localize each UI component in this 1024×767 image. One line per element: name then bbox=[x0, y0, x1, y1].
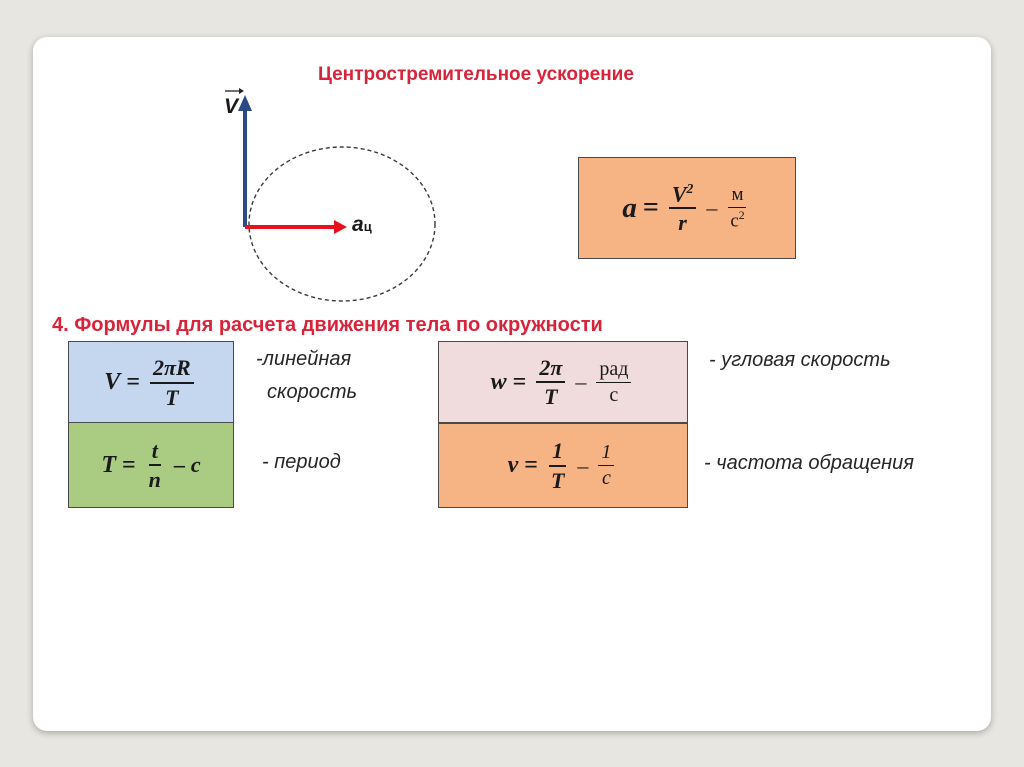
angular-numerator: 2π bbox=[536, 356, 565, 383]
accel-arrowhead bbox=[334, 220, 347, 234]
period-fraction bbox=[146, 439, 164, 491]
circle-path bbox=[249, 147, 435, 301]
period-formula bbox=[69, 423, 233, 507]
frequency-dash: – bbox=[577, 452, 589, 478]
angular-unit-den: с bbox=[609, 383, 619, 406]
accel-label-sub: ц bbox=[363, 219, 372, 234]
angular-unit bbox=[596, 359, 631, 406]
accel-denominator: r bbox=[678, 210, 687, 236]
linear-velocity-desc-1: -линейная bbox=[256, 348, 352, 370]
angular-velocity-formula bbox=[439, 342, 687, 422]
velocity-label bbox=[224, 95, 238, 119]
circular-motion-diagram bbox=[205, 80, 445, 310]
frequency-box bbox=[438, 423, 688, 508]
period-numerator: t bbox=[149, 439, 161, 466]
angular-equals: = bbox=[512, 368, 527, 395]
frequency-denominator: T bbox=[550, 467, 565, 493]
linear-denominator: T bbox=[165, 384, 179, 410]
angular-velocity-desc: - угловая скорость bbox=[709, 349, 891, 371]
frequency-unit-den: с bbox=[601, 467, 611, 489]
linear-velocity-desc-2: скорость bbox=[267, 381, 357, 403]
accel-dash: – bbox=[706, 195, 718, 220]
frequency-unit-num: 1 bbox=[598, 442, 614, 466]
linear-velocity-formula bbox=[69, 342, 233, 423]
accel-numerator-exp: 2 bbox=[686, 180, 694, 196]
period-unit: с bbox=[190, 452, 201, 477]
angular-unit-num: рад bbox=[596, 359, 631, 383]
accel-formula bbox=[579, 158, 795, 258]
accel-formula-box bbox=[578, 157, 796, 259]
angular-denominator: T bbox=[544, 384, 558, 409]
angular-dash: – bbox=[575, 369, 587, 394]
angular-fraction bbox=[536, 356, 565, 408]
accel-numerator: V bbox=[671, 181, 687, 207]
frequency-numerator: 1 bbox=[549, 439, 566, 466]
accel-unit-den: с bbox=[730, 210, 739, 232]
linear-numerator: 2πR bbox=[150, 356, 194, 383]
period-lhs: T bbox=[101, 451, 116, 478]
velocity-arrowhead bbox=[238, 95, 252, 111]
accel-fraction bbox=[669, 182, 697, 235]
period-equals: = bbox=[121, 451, 136, 478]
v-overarrow-head bbox=[239, 88, 244, 94]
linear-equals: = bbox=[126, 369, 140, 395]
accel-label bbox=[352, 213, 372, 237]
period-dash: – bbox=[173, 452, 185, 477]
slide-title: Центростремительное ускорение bbox=[318, 64, 634, 85]
velocity-label-text: V bbox=[224, 95, 239, 118]
accel-unit-num: м bbox=[728, 185, 746, 208]
accel-unit bbox=[727, 185, 747, 231]
frequency-desc: - частота обращения bbox=[704, 452, 914, 474]
angular-velocity-box bbox=[438, 341, 688, 423]
accel-unit-exp: 2 bbox=[738, 208, 745, 222]
period-denominator: n bbox=[148, 467, 161, 492]
frequency-equals: = bbox=[524, 452, 538, 478]
frequency-fraction bbox=[548, 439, 567, 491]
linear-velocity-box bbox=[68, 341, 234, 424]
accel-lhs: a bbox=[622, 191, 637, 224]
accel-label-text: a bbox=[352, 213, 364, 236]
linear-lhs: V bbox=[104, 369, 121, 395]
period-desc: - период bbox=[262, 451, 341, 473]
period-box bbox=[68, 422, 234, 508]
frequency-formula bbox=[439, 424, 687, 507]
linear-fraction bbox=[150, 356, 194, 408]
frequency-lhs: ν bbox=[507, 452, 519, 478]
accel-equals: = bbox=[642, 192, 659, 223]
angular-lhs: w bbox=[490, 368, 507, 395]
section-heading: 4. Формулы для расчета движения тела по окружности bbox=[52, 314, 603, 336]
frequency-unit bbox=[598, 442, 614, 489]
